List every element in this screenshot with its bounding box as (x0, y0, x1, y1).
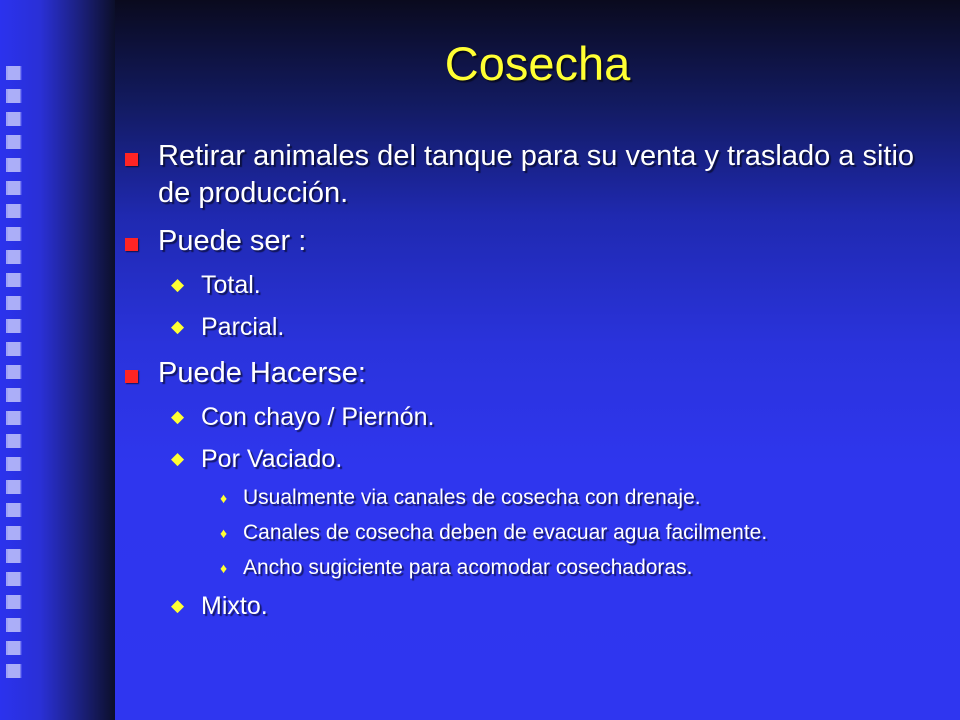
left-decorative-strip (0, 0, 115, 720)
sub-sub-bullet-item-usualmente (125, 485, 925, 511)
bullet-item-puede-hacerse (125, 355, 925, 392)
bullet-text: Total. (201, 271, 261, 299)
sub-bullet-item-mixto (125, 589, 925, 623)
slide-title: Cosecha (444, 37, 631, 90)
small-diamond-bullet-icon: ♦ (220, 560, 228, 576)
square-bullet-icon (125, 238, 138, 251)
sub-sub-bullet-item-ancho (125, 555, 925, 581)
small-diamond-bullet-icon: ♦ (220, 525, 228, 541)
bullet-text: Canales de cosecha deben de evacuar agua facilmente. (243, 521, 768, 544)
bullet-text: Ancho sugiciente para acomodar cosechadoras. (243, 556, 693, 579)
bullet-list (125, 138, 925, 623)
sub-bullet-item-con-chayo (125, 400, 925, 434)
bullet-text: Parcial. (201, 313, 285, 341)
sub-bullet-item-total (125, 268, 925, 302)
bullet-item-puede-ser (125, 223, 925, 260)
bullet-text: Retirar animales del tanque para su venta y traslado a sitio de producción. (158, 140, 915, 209)
diamond-bullet-icon: ◆ (171, 317, 185, 336)
bullet-text: Mixto. (201, 592, 268, 620)
bullet-text: Con chayo / Piernón. (201, 403, 435, 431)
square-bullet-icon (125, 153, 138, 166)
bullet-text: Usualmente via canales de cosecha con drenaje. (243, 486, 701, 509)
diamond-bullet-icon: ◆ (171, 449, 185, 468)
bullet-text: Puede ser : (158, 225, 307, 257)
sub-sub-bullet-item-canales (125, 520, 925, 546)
sub-bullet-item-parcial (125, 310, 925, 344)
bullet-text: Puede Hacerse: (158, 357, 366, 389)
diamond-bullet-icon: ◆ (171, 596, 185, 615)
diamond-bullet-icon: ◆ (171, 275, 185, 294)
bullet-item-retirar (125, 138, 925, 212)
diamond-bullet-icon: ◆ (171, 407, 185, 426)
square-pattern-highlight (6, 66, 30, 686)
sub-bullet-item-por-vaciado (125, 442, 925, 476)
bullet-text: Por Vaciado. (201, 445, 343, 473)
square-bullet-icon (125, 370, 138, 383)
small-diamond-bullet-icon: ♦ (220, 490, 228, 506)
